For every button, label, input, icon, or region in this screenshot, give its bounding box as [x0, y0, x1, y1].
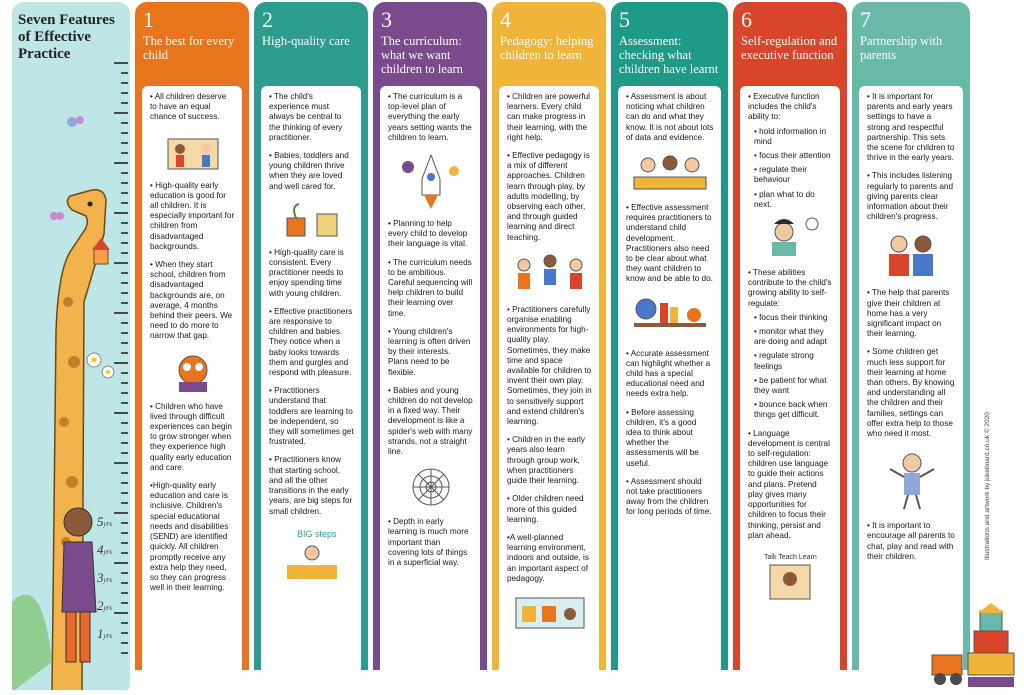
feature-column-4: [492, 2, 606, 670]
feature-column-7: [852, 2, 970, 670]
big-steps-illustration: [277, 525, 347, 585]
plant-pots-illustration: [277, 200, 347, 240]
paragraph: • Depth in early learning is much more important than covering lots of things in a superficial way.: [388, 517, 469, 568]
ruler-tick: [114, 362, 128, 364]
paragraph: •A well-planned learning environment, indoors and outside, is an important aspect of pedagogy.: [507, 532, 589, 583]
ruler-tick: [121, 272, 128, 274]
feature-title: The best for every child: [143, 34, 235, 62]
classroom-illustration: [510, 592, 590, 632]
children-shop-illustration: [158, 131, 228, 173]
paragraph: • It is important for parents and early years settings to have a strong and respectful partnership. This sets the scene for children to thrive in the early years.: [867, 92, 955, 163]
feature-body-6: [740, 86, 840, 670]
ruler-tick: [121, 182, 128, 184]
ruler-tick: [121, 152, 128, 154]
feature-body-5: [618, 86, 721, 670]
ruler-tick: [121, 602, 128, 604]
ruler-tick: [121, 132, 128, 134]
ruler-tick: [121, 542, 128, 544]
paragraph: •High-quality early education and care is inclusive. Children's special educational needs and disabilities (SEND) are identified quickly. All children promptly receive any extra help they need, so they can progress well in their learning.: [150, 481, 229, 593]
feature-title: Partnership with parents: [860, 34, 943, 62]
ruler-tick: [121, 352, 128, 354]
feature-column-5: [611, 2, 728, 670]
ruler-tick: [121, 82, 128, 84]
ruler-tick: [114, 612, 128, 614]
ruler-tick: [121, 72, 128, 74]
paragraph: • Effective pedagogy is a mix of different approaches. Children learn through play, by adults modelling, by observing each other, and through guided learning and direct teaching.: [507, 151, 590, 242]
ruler-tick: [121, 532, 128, 534]
year-3-label: 3yrs: [96, 570, 112, 585]
feature-body-3: [380, 86, 480, 670]
paragraph: • High-quality early education is good for all children. It is especially important for children from disadvantaged backgrounds.: [150, 180, 235, 251]
ruler-tick: [121, 302, 128, 304]
ruler-tick: [121, 92, 128, 94]
ruler-tick: [121, 342, 128, 344]
feature-column-1: [135, 2, 249, 670]
feature-number: 1: [143, 7, 154, 32]
year-4-label: 4yrs: [96, 542, 112, 557]
toy-blocks-illustration: [928, 603, 1022, 693]
feature-body-4: [499, 86, 599, 670]
paragraph: • When they start school, children from disadvantaged backgrounds are, on average, 4 months behind their peers. We need to do more to narrow that gap.: [150, 260, 233, 341]
paragraph: • Before assessing children, it's a good idea to think about whether the assessments will be useful.: [626, 407, 699, 468]
feature-number: 5: [619, 7, 630, 32]
feature-header-1: [135, 2, 249, 90]
feature-number: 6: [741, 7, 752, 32]
sub-bullet: • regulate strong feelings: [754, 351, 814, 371]
paragraph: • Practitioners carefully organise enabling environments for high-quality play. Sometimes, they make time and space available for children to invent their own play. Sometimes, they join in to sensitively support and extend children's learning.: [507, 304, 592, 427]
paragraph: • Older children need more of this guided learning.: [507, 494, 584, 524]
child-dancing-illustration: [882, 447, 942, 513]
ruler-tick: [121, 122, 128, 124]
ruler-tick: [121, 102, 128, 104]
ruler-tick: [121, 402, 128, 404]
ruler-tick: [114, 562, 128, 564]
sub-bullet: • plan what to do next.: [754, 189, 815, 209]
parents-illustration: [877, 230, 947, 280]
paragraph: • Practitioners know that starting school, and all the other transitions in the early years, are big steps for small children.: [269, 455, 353, 516]
paragraph: • The curriculum needs to be ambitious. Careful sequencing will help children to build their learning over time.: [388, 257, 473, 318]
ruler-tick: [114, 412, 128, 414]
ruler-tick: [121, 142, 128, 144]
ruler-tick: [121, 572, 128, 574]
ruler-tick: [121, 472, 128, 474]
paragraph: • Babies and young children do not develop in a fixed way. Their development is like a spider's web with many strands, not a straight line.: [388, 385, 473, 457]
sub-bullet: • be patient for what they want: [754, 375, 827, 396]
poster-title: Seven Features of Effective Practice: [18, 12, 115, 62]
ruler-tick: [121, 202, 128, 204]
feature-title: Assessment: checking what children have learnt: [619, 34, 719, 76]
paragraph: • It is important to encourage all parents to chat, play and read with their children.: [867, 521, 955, 561]
paragraph: • Effective assessment requires practitioners to understand child development. Practitioners also need to be clear about what they want children to know and be able to do.: [626, 203, 713, 284]
paragraph: • Effective practitioners are responsive to children and babies. They notice when a baby looks towards them and gurgles and respond with pleasure.: [269, 306, 353, 378]
ruler-tick: [114, 262, 128, 264]
paragraph: • Language development is central to self-regulation: children use language to guide their actions and plans. Pretend play gives many opportunities for children to focus their thinking, persist and plan ahead.: [748, 428, 830, 540]
ruler-tick: [121, 552, 128, 554]
ruler-tick: [121, 492, 128, 494]
year-2-label: 2yrs: [96, 598, 112, 613]
feature-column-3: [373, 2, 487, 670]
ruler-tick: [114, 112, 128, 114]
year-1-label: 1yrs: [96, 626, 112, 641]
sub-bullet: • focus their thinking: [754, 312, 828, 322]
paragraph: • Young children's learning is often driven by their interests. Plans need to be flexible.: [388, 326, 471, 377]
height-chart-panel: [12, 2, 130, 690]
big-steps-text: BIG steps: [296, 528, 337, 539]
feature-body-1: [142, 86, 242, 670]
paragraph: • Executive function includes the child's ability to:: [748, 92, 820, 122]
paragraph: • Some children get much less support for their learning at home than others. By knowing and understanding all the children and their families, settings can offer extra help to those who need it most.: [867, 347, 955, 439]
ruler-tick: [121, 452, 128, 454]
sub-bullet: • monitor what they are doing and adapt: [754, 327, 827, 347]
feature-header-4: [492, 2, 606, 90]
globe-shelf-illustration: [630, 293, 710, 341]
feature-number: 7: [860, 7, 871, 32]
sub-bullet: • bounce back when things get difficult.: [754, 400, 828, 420]
feature-header-7: [852, 2, 970, 90]
feature-header-3: [373, 2, 487, 90]
owl-illustration: [171, 350, 215, 394]
feature-body-2: [261, 86, 361, 670]
year-5-label: 5yrs: [96, 514, 112, 529]
feature-number: 2: [262, 7, 273, 32]
sub-bullet: • hold information in mind: [754, 126, 827, 146]
talk-teach-learn-text: Talk Teach Learn: [763, 553, 817, 561]
feature-title: The curriculum: what we want children to learn: [381, 34, 463, 76]
ruler-tick: [121, 442, 128, 444]
feature-header-6: [733, 2, 847, 90]
ruler-tick: [121, 422, 128, 424]
ruler-tick: [121, 372, 128, 374]
ruler-tick: [121, 282, 128, 284]
paragraph: • The help that parents give their children at home has a very significant impact on their learning.: [867, 288, 950, 339]
credit-text: Illustrations and artwork by jukeboard.co.uk © 2020: [984, 412, 991, 560]
ruler-tick: [114, 462, 128, 464]
feature-title: Pedagogy: helping children to learn: [500, 34, 594, 62]
ruler-tick: [121, 382, 128, 384]
feature-title: High-quality care: [262, 34, 350, 48]
ruler-tick: [121, 172, 128, 174]
paragraph: • The child's experience must always be central to the thinking of every practitioner.: [269, 92, 343, 142]
ruler-tick: [121, 252, 128, 254]
paragraph: • Assessment is about noticing what children can do and what they know. It is not about lots of data and evidence.: [626, 92, 714, 142]
ruler-tick: [121, 332, 128, 334]
paragraph: • Children who have lived through difficult experiences can begin to grow stronger when they experience high quality early education and care.: [150, 401, 232, 472]
children-playing-illustration: [510, 251, 590, 297]
paragraph: • Accurate assessment can highlight whether a child has a special educational need and needs extra help.: [626, 348, 711, 399]
ruler-tick: [121, 432, 128, 434]
paragraph: • Assessment should not take practitioners away from the children for long periods of time.: [626, 476, 712, 517]
feature-number: 4: [500, 7, 511, 32]
feature-header-5: [611, 2, 728, 90]
ruler-tick: [121, 392, 128, 394]
paragraph: • Practitioners understand that toddlers are learning to be independent, so they will sometimes get frustrated.: [269, 386, 354, 447]
paragraph: • Children are powerful learners. Every child can make progress in their learning, with the right help.: [507, 92, 590, 142]
ruler-tick: [121, 292, 128, 294]
ruler-tick: [121, 232, 128, 234]
paragraph: • The curriculum is a top-level plan of everything the early years setting wants the children to learn.: [388, 92, 472, 142]
paragraph: • Babies, toddlers and young children thrive when they are loved and well cared for.: [269, 151, 349, 191]
rocket-illustration: [396, 151, 466, 211]
feature-title: Self-regulation and executive function: [741, 34, 838, 62]
ruler-tick: [121, 592, 128, 594]
ruler-tick: [121, 622, 128, 624]
ruler-tick: [121, 632, 128, 634]
ruler-tick: [114, 162, 128, 164]
ruler-tick: [121, 482, 128, 484]
ruler-tick: [114, 312, 128, 314]
sub-bullet: • regulate their behaviour: [754, 165, 807, 185]
feature-column-6: [733, 2, 847, 670]
ruler-tick: [114, 212, 128, 214]
paragraph: • Planning to help every child to develop their language is vital.: [388, 219, 468, 249]
sub-bullet: • focus their attention: [754, 151, 831, 161]
feature-header-2: [254, 2, 368, 90]
ruler-tick: [121, 322, 128, 324]
ruler-tick: [121, 522, 128, 524]
ruler-tick: [121, 652, 128, 654]
paragraph: • These abilities contribute to the child's growing ability to self-regulate:: [748, 268, 832, 308]
feature-column-2: [254, 2, 368, 670]
children-table-illustration: [630, 151, 710, 195]
spider-web-illustration: [401, 465, 461, 509]
paragraph: • All children deserve to have an equal chance of success.: [150, 92, 227, 122]
child-thinking-illustration: [756, 214, 826, 260]
paragraph: • Children in the early years also learn through group work, when practitioners guide their learning.: [507, 435, 585, 486]
ruler-tick: [121, 192, 128, 194]
ruler-tick: [121, 582, 128, 584]
paragraph: • This includes listening regularly to parents and giving parents clear information about their children's progress.: [867, 171, 954, 222]
feature-number: 3: [381, 7, 392, 32]
ruler-tick: [121, 242, 128, 244]
ruler-tick: [114, 512, 128, 514]
ruler-tick: [121, 502, 128, 504]
ruler-tick: [121, 642, 128, 644]
ruler-tick: [114, 62, 128, 64]
feature-body-7: [859, 86, 963, 670]
paragraph: • High-quality care is consistent. Every practitioner needs to enjoy spending time with young children.: [269, 247, 344, 298]
ruler-tick: [121, 222, 128, 224]
talk-teach-learn-illustration: [756, 549, 826, 603]
